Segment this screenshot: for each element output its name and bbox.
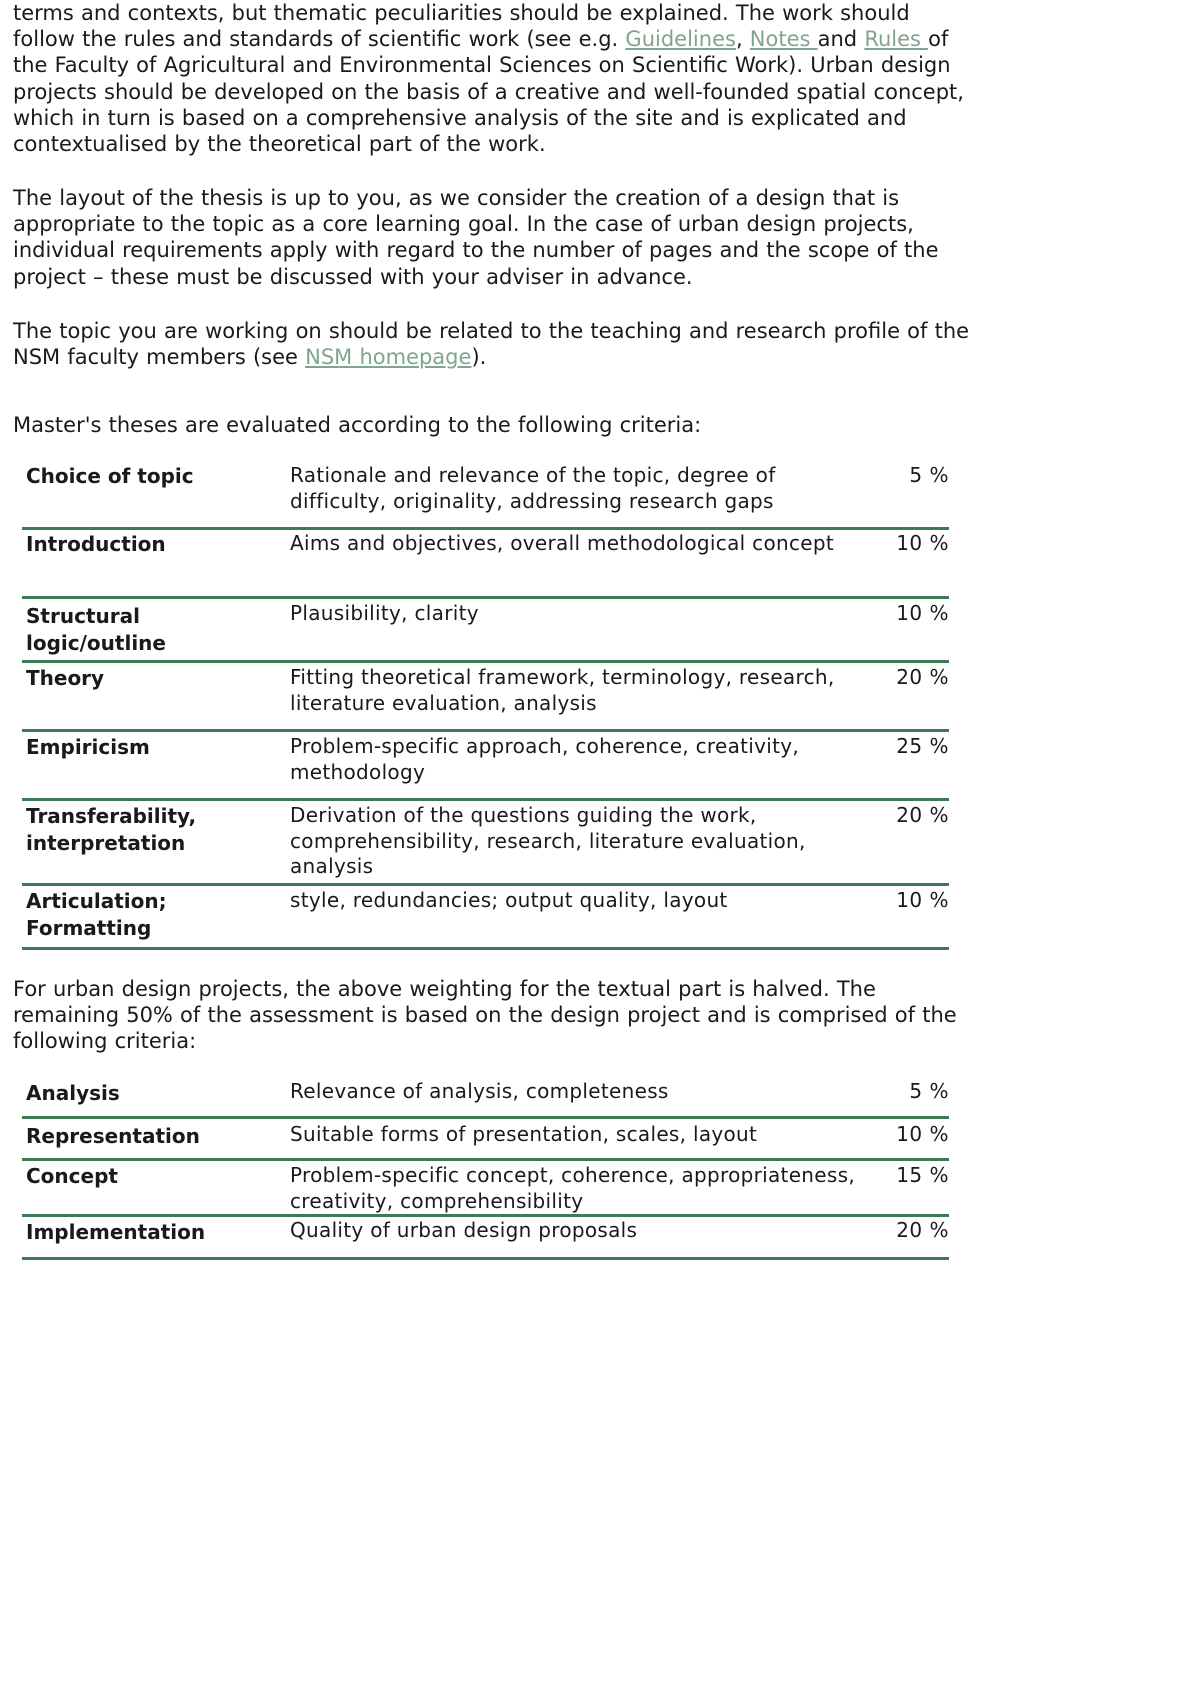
criterion-weight: 5 % [909, 1079, 949, 1103]
table-divider [22, 1257, 949, 1260]
criterion-label: Concept [26, 1164, 118, 1188]
criterion-weight: 10 % [896, 888, 949, 912]
guidelines-link[interactable]: Guidelines [625, 27, 736, 52]
criterion-description: Rationale and relevance of the topic, degree of difficulty, originality, addressing research gaps [290, 463, 776, 513]
paragraph-text: of the Faculty of Agricultural and Environmental Sciences on Scientific Work). Urban design projects should be developed on the basis of a creative and well-founded spatial concept, which in turn is based on a comprehensive analysis of the site and is explicated and contextualised by the theoretical part of the work. [13, 27, 964, 157]
criterion-label: Analysis [26, 1081, 120, 1105]
criterion-label: Implementation [26, 1220, 206, 1244]
criterion-description: Quality of urban design proposals [290, 1218, 638, 1242]
criterion-label: Choice of topic [26, 464, 194, 488]
criterion-label: Structural logic/outline [26, 604, 166, 655]
criterion-description: Aims and objectives, overall methodological concept [290, 531, 835, 555]
criterion-weight: 20 % [896, 803, 949, 827]
criterion-label: Empiricism [26, 735, 150, 759]
criterion-description: Derivation of the questions guiding the work, comprehensibility, research, literature evaluation, analysis [290, 803, 806, 878]
paragraph-text: terms and contexts, but thematic peculiarities should be explained. The work should follow the rules and standards of scientific work (see e.g. [13, 1, 910, 52]
table-divider [22, 596, 949, 599]
table-divider [22, 1214, 949, 1217]
criterion-label: Articulation; Formatting [26, 889, 167, 940]
paragraph-urban-design-note: For urban design projects, the above weighting for the textual part is halved. The remaining 50% of the assessment is based on the design project and is comprised of the following criteria: [13, 977, 957, 1054]
table-divider [22, 883, 949, 886]
criterion-weight: 20 % [896, 1218, 949, 1242]
nsm-homepage-link[interactable]: NSM homepage [305, 345, 472, 370]
criterion-weight: 15 % [896, 1163, 949, 1187]
paragraph-text: The topic you are working on should be related to the teaching and research profile of the NSM faculty members (see [13, 319, 970, 370]
criterion-weight: 10 % [896, 601, 949, 625]
paragraph-layout: The layout of the thesis is up to you, as we consider the creation of a design that is appropriate to the topic as a core learning goal. In the case of urban design projects, individual requirements apply with regard to the number of pages and the scope of the project – these must be discussed with your adviser in advance. [13, 186, 939, 289]
criterion-weight: 25 % [896, 734, 949, 758]
rules-link[interactable]: Rules [864, 27, 929, 52]
criterion-description: Problem-specific approach, coherence, creativity, methodology [290, 734, 800, 784]
criterion-weight: 20 % [896, 665, 949, 689]
criterion-label: Theory [26, 666, 105, 690]
table-divider [22, 798, 949, 801]
criterion-weight: 10 % [896, 531, 949, 555]
table-divider [22, 947, 949, 950]
paragraph-text: and [817, 27, 865, 52]
criterion-description: style, redundancies; output quality, layout [290, 888, 728, 912]
criterion-label: Representation [26, 1124, 200, 1148]
table-divider [22, 1158, 949, 1161]
criterion-weight: 10 % [896, 1122, 949, 1146]
criterion-weight: 5 % [909, 463, 949, 487]
table-divider [22, 1116, 949, 1119]
paragraph-scientific-rules [13, 0, 973, 157]
criterion-label: Transferability, interpretation [26, 804, 197, 855]
criterion-description: Relevance of analysis, completeness [290, 1079, 669, 1103]
table-divider [22, 729, 949, 732]
notes-link[interactable]: Notes [749, 27, 818, 52]
paragraph-text: ). [471, 345, 487, 370]
paragraph-criteria-intro: Master's theses are evaluated according to the following criteria: [13, 413, 702, 437]
criterion-description: Problem-specific concept, coherence, appropriateness, creativity, comprehensibility [290, 1163, 855, 1213]
criterion-description: Fitting theoretical framework, terminology, research, literature evaluation, analysis [290, 665, 835, 715]
table-divider [22, 660, 949, 663]
table-divider [22, 527, 949, 530]
paragraph-topic [13, 318, 973, 370]
paragraph-text: , [735, 27, 750, 52]
criterion-description: Plausibility, clarity [290, 601, 479, 625]
criterion-label: Introduction [26, 532, 166, 556]
criterion-description: Suitable forms of presentation, scales, layout [290, 1122, 758, 1146]
